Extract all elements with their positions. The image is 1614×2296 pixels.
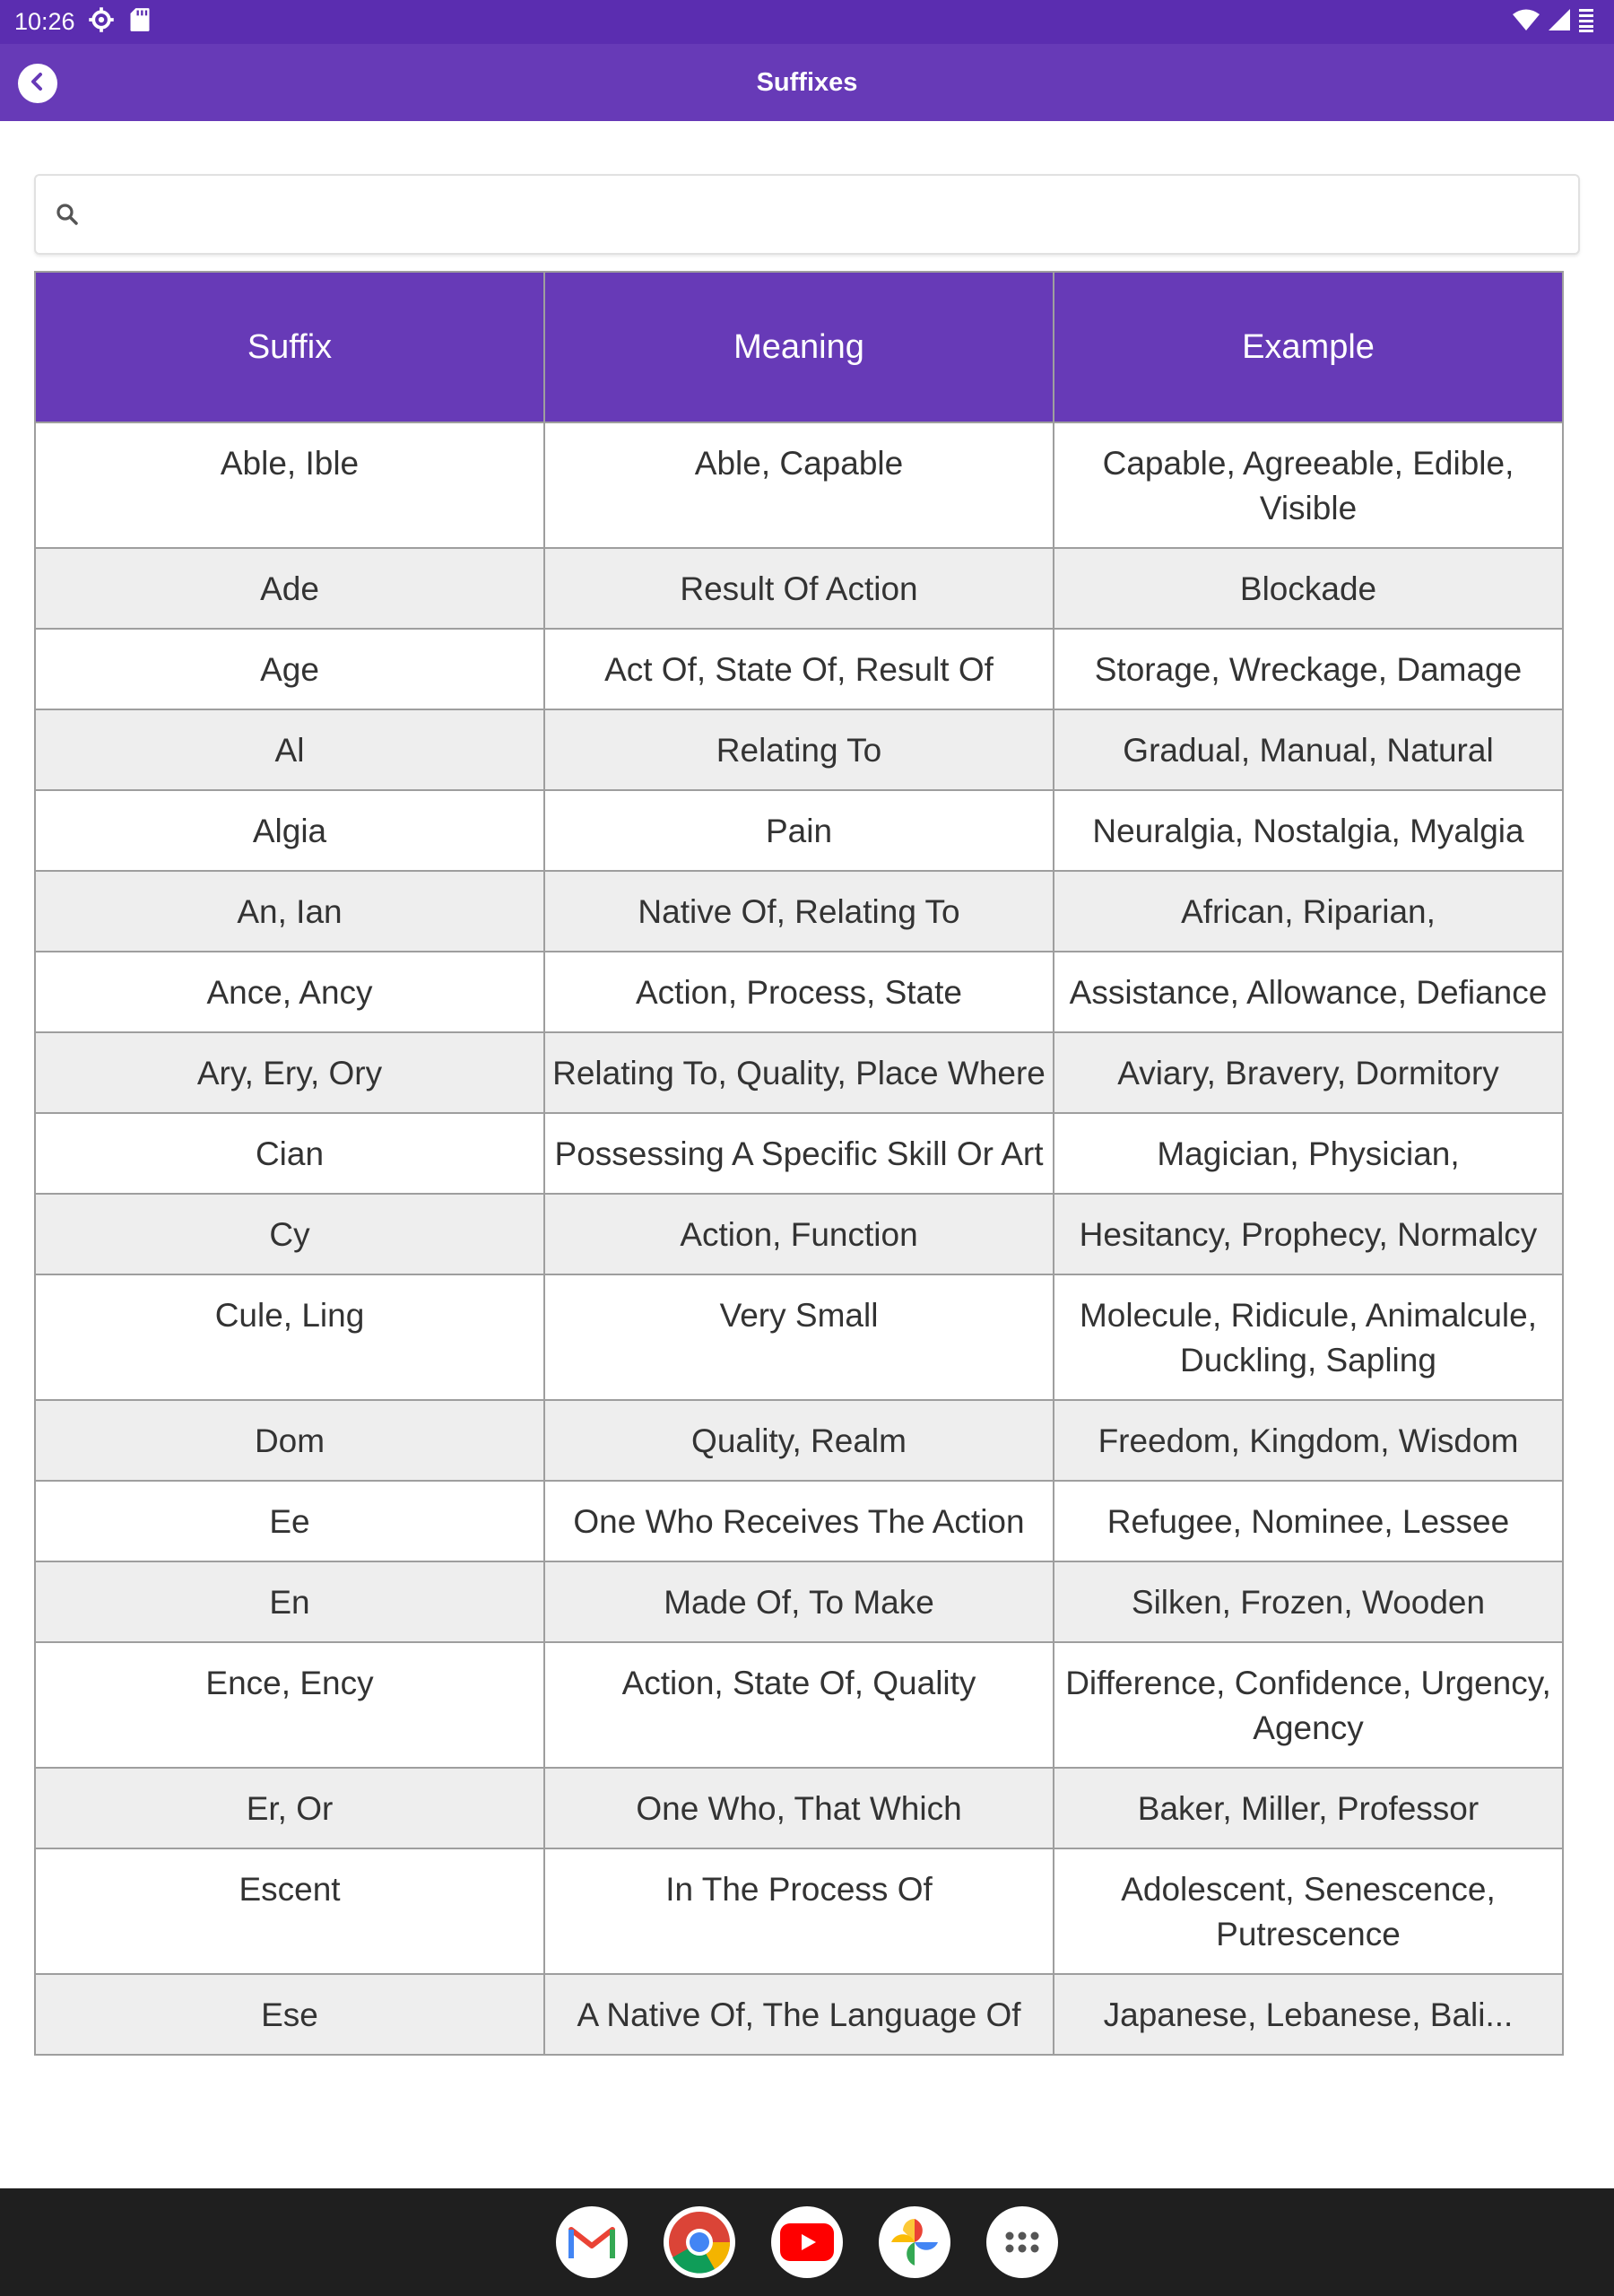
meaning-cell: Pain bbox=[544, 790, 1054, 871]
suffix-cell: Dom bbox=[35, 1400, 544, 1481]
meaning-cell: A Native Of, The Language Of bbox=[544, 1974, 1054, 2055]
nav-bar bbox=[0, 2188, 1614, 2296]
table-row bbox=[35, 1561, 1563, 1642]
meaning-cell: Relating To, Quality, Place Where bbox=[544, 1032, 1054, 1113]
status-time: 10:26 bbox=[14, 8, 75, 35]
example-cell: Hesitancy, Prophecy, Normalcy bbox=[1054, 1194, 1563, 1274]
meaning-cell: Very Small bbox=[544, 1274, 1054, 1400]
meaning-cell: Able, Capable bbox=[544, 422, 1054, 548]
example-cell: African, Riparian, bbox=[1054, 871, 1563, 952]
status-icons-right bbox=[1512, 0, 1594, 44]
table-row bbox=[35, 1274, 1563, 1400]
meaning-cell: Action, State Of, Quality bbox=[544, 1642, 1054, 1768]
status-bar bbox=[0, 0, 1614, 44]
search-box[interactable] bbox=[34, 174, 1580, 255]
example-cell: Assistance, Allowance, Defiance bbox=[1054, 952, 1563, 1032]
suffix-cell: Ee bbox=[35, 1481, 544, 1561]
photos-icon[interactable] bbox=[879, 2206, 950, 2278]
chrome-icon[interactable] bbox=[664, 2206, 735, 2278]
app-bar bbox=[0, 44, 1614, 121]
example-cell: Silken, Frozen, Wooden bbox=[1054, 1561, 1563, 1642]
meaning-cell: One Who Receives The Action bbox=[544, 1481, 1054, 1561]
meaning-cell: Possessing A Specific Skill Or Art bbox=[544, 1113, 1054, 1194]
sd-card-icon bbox=[129, 7, 151, 37]
example-cell: Neuralgia, Nostalgia, Myalgia bbox=[1054, 790, 1563, 871]
meaning-cell: One Who, That Which bbox=[544, 1768, 1054, 1848]
suffix-cell: Ese bbox=[35, 1974, 544, 2055]
page-title: Suffixes bbox=[756, 68, 858, 97]
meaning-cell: Native Of, Relating To bbox=[544, 871, 1054, 952]
suffix-table bbox=[34, 271, 1564, 2056]
suffix-cell: Ary, Ery, Ory bbox=[35, 1032, 544, 1113]
example-cell: Freedom, Kingdom, Wisdom bbox=[1054, 1400, 1563, 1481]
meaning-cell: In The Process Of bbox=[544, 1848, 1054, 1974]
table-row bbox=[35, 548, 1563, 629]
example-cell: Refugee, Nominee, Lessee bbox=[1054, 1481, 1563, 1561]
header-example: Example bbox=[1054, 272, 1563, 422]
signal-icon bbox=[1548, 8, 1571, 36]
status-icons-left bbox=[88, 6, 151, 38]
example-cell: Adolescent, Senescence, Putrescence bbox=[1054, 1848, 1563, 1974]
suffix-cell: Ance, Ancy bbox=[35, 952, 544, 1032]
search-icon bbox=[54, 201, 81, 228]
table-header-row bbox=[35, 272, 1563, 422]
example-cell: Aviary, Bravery, Dormitory bbox=[1054, 1032, 1563, 1113]
meaning-cell: Relating To bbox=[544, 709, 1054, 790]
example-cell: Magician, Physician, bbox=[1054, 1113, 1563, 1194]
meaning-cell: Quality, Realm bbox=[544, 1400, 1054, 1481]
table-row bbox=[35, 1848, 1563, 1974]
suffix-cell: Cule, Ling bbox=[35, 1274, 544, 1400]
suffix-cell: Al bbox=[35, 709, 544, 790]
suffix-cell: En bbox=[35, 1561, 544, 1642]
table-row bbox=[35, 1481, 1563, 1561]
meaning-cell: Made Of, To Make bbox=[544, 1561, 1054, 1642]
example-cell: Gradual, Manual, Natural bbox=[1054, 709, 1563, 790]
suffix-cell: Er, Or bbox=[35, 1768, 544, 1848]
example-cell: Capable, Agreeable, Edible, Visible bbox=[1054, 422, 1563, 548]
table-row bbox=[35, 1032, 1563, 1113]
suffix-cell: Escent bbox=[35, 1848, 544, 1974]
wifi-icon bbox=[1512, 8, 1540, 36]
table-row bbox=[35, 871, 1563, 952]
meaning-cell: Result Of Action bbox=[544, 548, 1054, 629]
suffix-cell: Algia bbox=[35, 790, 544, 871]
example-cell: Difference, Confidence, Urgency, Agency bbox=[1054, 1642, 1563, 1768]
suffix-cell: An, Ian bbox=[35, 871, 544, 952]
suffix-cell: Ence, Ency bbox=[35, 1642, 544, 1768]
meaning-cell: Act Of, State Of, Result Of bbox=[544, 629, 1054, 709]
table-row bbox=[35, 1974, 1563, 2055]
table-row bbox=[35, 1768, 1563, 1848]
table-row bbox=[35, 1642, 1563, 1768]
app-drawer-icon[interactable] bbox=[986, 2206, 1058, 2278]
example-cell: Blockade bbox=[1054, 548, 1563, 629]
suffix-cell: Cy bbox=[35, 1194, 544, 1274]
suffix-cell: Ade bbox=[35, 548, 544, 629]
suffix-table-container[interactable] bbox=[34, 271, 1564, 2188]
table-row bbox=[35, 709, 1563, 790]
suffix-cell: Cian bbox=[35, 1113, 544, 1194]
meaning-cell: Action, Process, State bbox=[544, 952, 1054, 1032]
table-row bbox=[35, 1113, 1563, 1194]
example-cell: Japanese, Lebanese, Bali... bbox=[1054, 1974, 1563, 2055]
header-meaning: Meaning bbox=[544, 272, 1054, 422]
battery-icon bbox=[1578, 7, 1594, 37]
suffix-cell: Age bbox=[35, 629, 544, 709]
table-row bbox=[35, 790, 1563, 871]
table-row bbox=[35, 1194, 1563, 1274]
header-suffix: Suffix bbox=[35, 272, 544, 422]
gmail-icon[interactable] bbox=[556, 2206, 628, 2278]
suffix-cell: Able, Ible bbox=[35, 422, 544, 548]
search-input[interactable] bbox=[99, 185, 1555, 244]
example-cell: Baker, Miller, Professor bbox=[1054, 1768, 1563, 1848]
gear-icon bbox=[88, 6, 115, 38]
table-row bbox=[35, 422, 1563, 548]
table-row bbox=[35, 1400, 1563, 1481]
table-row bbox=[35, 952, 1563, 1032]
meaning-cell: Action, Function bbox=[544, 1194, 1054, 1274]
example-cell: Molecule, Ridicule, Animalcule, Duckling, Sapling bbox=[1054, 1274, 1563, 1400]
table-row bbox=[35, 629, 1563, 709]
youtube-icon[interactable] bbox=[771, 2206, 843, 2278]
example-cell: Storage, Wreckage, Damage bbox=[1054, 629, 1563, 709]
